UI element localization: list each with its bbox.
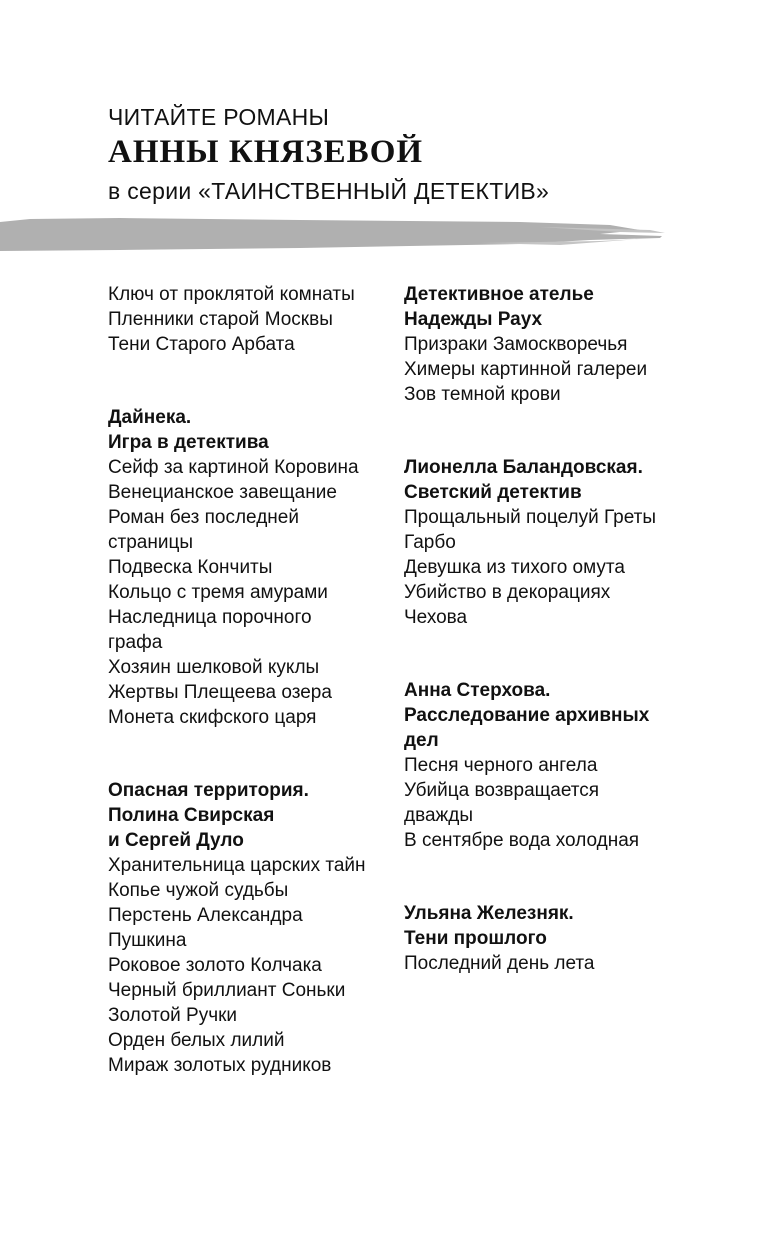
series-block (404, 678, 704, 853)
book-title: Последний день лета (404, 953, 595, 974)
book-title: Убийца возвращается (404, 780, 600, 801)
series-title: Игра в детектива (108, 432, 269, 453)
book-title: графа (108, 632, 163, 653)
left-column (108, 282, 398, 1126)
book-title: Монета скифского царя (108, 707, 317, 728)
book-title: Химеры картинной галереи (404, 359, 648, 380)
book-title: Наследница порочного (108, 607, 312, 628)
book-title: В сентябре вода холодная (404, 830, 640, 851)
series-title: Полина Свирская (108, 805, 275, 826)
book-title: Чехова (404, 607, 468, 628)
series-block (108, 405, 398, 730)
book-title: Тени Старого Арбата (108, 334, 295, 355)
book-title: Песня черного ангела (404, 755, 598, 776)
author-name: АННЫ КНЯЗЕВОЙ (108, 134, 424, 170)
book-title: дважды (404, 805, 473, 826)
book-title: страницы (108, 532, 193, 553)
series-line: в серии «ТАИНСТВЕННЫЙ ДЕТЕКТИВ» (108, 178, 550, 204)
book-title: Хозяин шелковой куклы (108, 657, 320, 678)
book-title: Орден белых лилий (108, 1030, 285, 1051)
series-title: Надежды Раух (404, 309, 543, 330)
series-title: Лионелла Баландовская. (404, 457, 643, 478)
series-title: Опасная территория. (108, 780, 309, 801)
series-block (404, 901, 704, 976)
book-title: Жертвы Плещеева озера (108, 682, 332, 703)
book-title: Роковое золото Колчака (108, 955, 322, 976)
series-block (404, 455, 704, 630)
book-title: Девушка из тихого омута (404, 557, 625, 578)
series-block (108, 282, 398, 357)
brush-stroke-divider (0, 210, 670, 256)
book-title: Призраки Замоскворечья (404, 334, 628, 355)
series-title: Детективное ателье (404, 284, 594, 305)
book-title: Пленники старой Москвы (108, 309, 333, 330)
series-title: Дайнека. (108, 407, 192, 428)
series-title: дел (404, 730, 439, 751)
book-title: Убийство в декорациях (404, 582, 611, 603)
book-title: Копье чужой судьбы (108, 880, 289, 901)
series-title: Анна Стерхова. (404, 680, 551, 701)
series-block (108, 778, 398, 1078)
book-title: Золотой Ручки (108, 1005, 238, 1026)
book-title: Мираж золотых рудников (108, 1055, 332, 1076)
header (108, 102, 549, 206)
book-title: Перстень Александра (108, 905, 303, 926)
series-title: Расследование архивных (404, 705, 650, 726)
right-column (404, 282, 704, 1024)
book-title: Прощальный поцелуй Греты (404, 507, 657, 528)
book-title: Кольцо с тремя амурами (108, 582, 328, 603)
series-title: Ульяна Железняк. (404, 903, 574, 924)
book-title: Гарбо (404, 532, 456, 553)
series-block (404, 282, 704, 407)
header-line-1: ЧИТАЙТЕ РОМАНЫ (108, 104, 330, 130)
book-title: Подвеска Кончиты (108, 557, 273, 578)
book-title: Черный бриллиант Соньки (108, 980, 346, 1001)
series-title: и Сергей Дуло (108, 830, 244, 851)
series-title: Светский детектив (404, 482, 582, 503)
book-title: Роман без последней (108, 507, 299, 528)
book-title: Венецианское завещание (108, 482, 337, 503)
book-title: Пушкина (108, 930, 187, 951)
book-title: Хранительница царских тайн (108, 855, 366, 876)
book-title: Зов темной крови (404, 384, 561, 405)
book-title: Сейф за картиной Коровина (108, 457, 359, 478)
series-title: Тени прошлого (404, 928, 547, 949)
book-title: Ключ от проклятой комнаты (108, 284, 355, 305)
